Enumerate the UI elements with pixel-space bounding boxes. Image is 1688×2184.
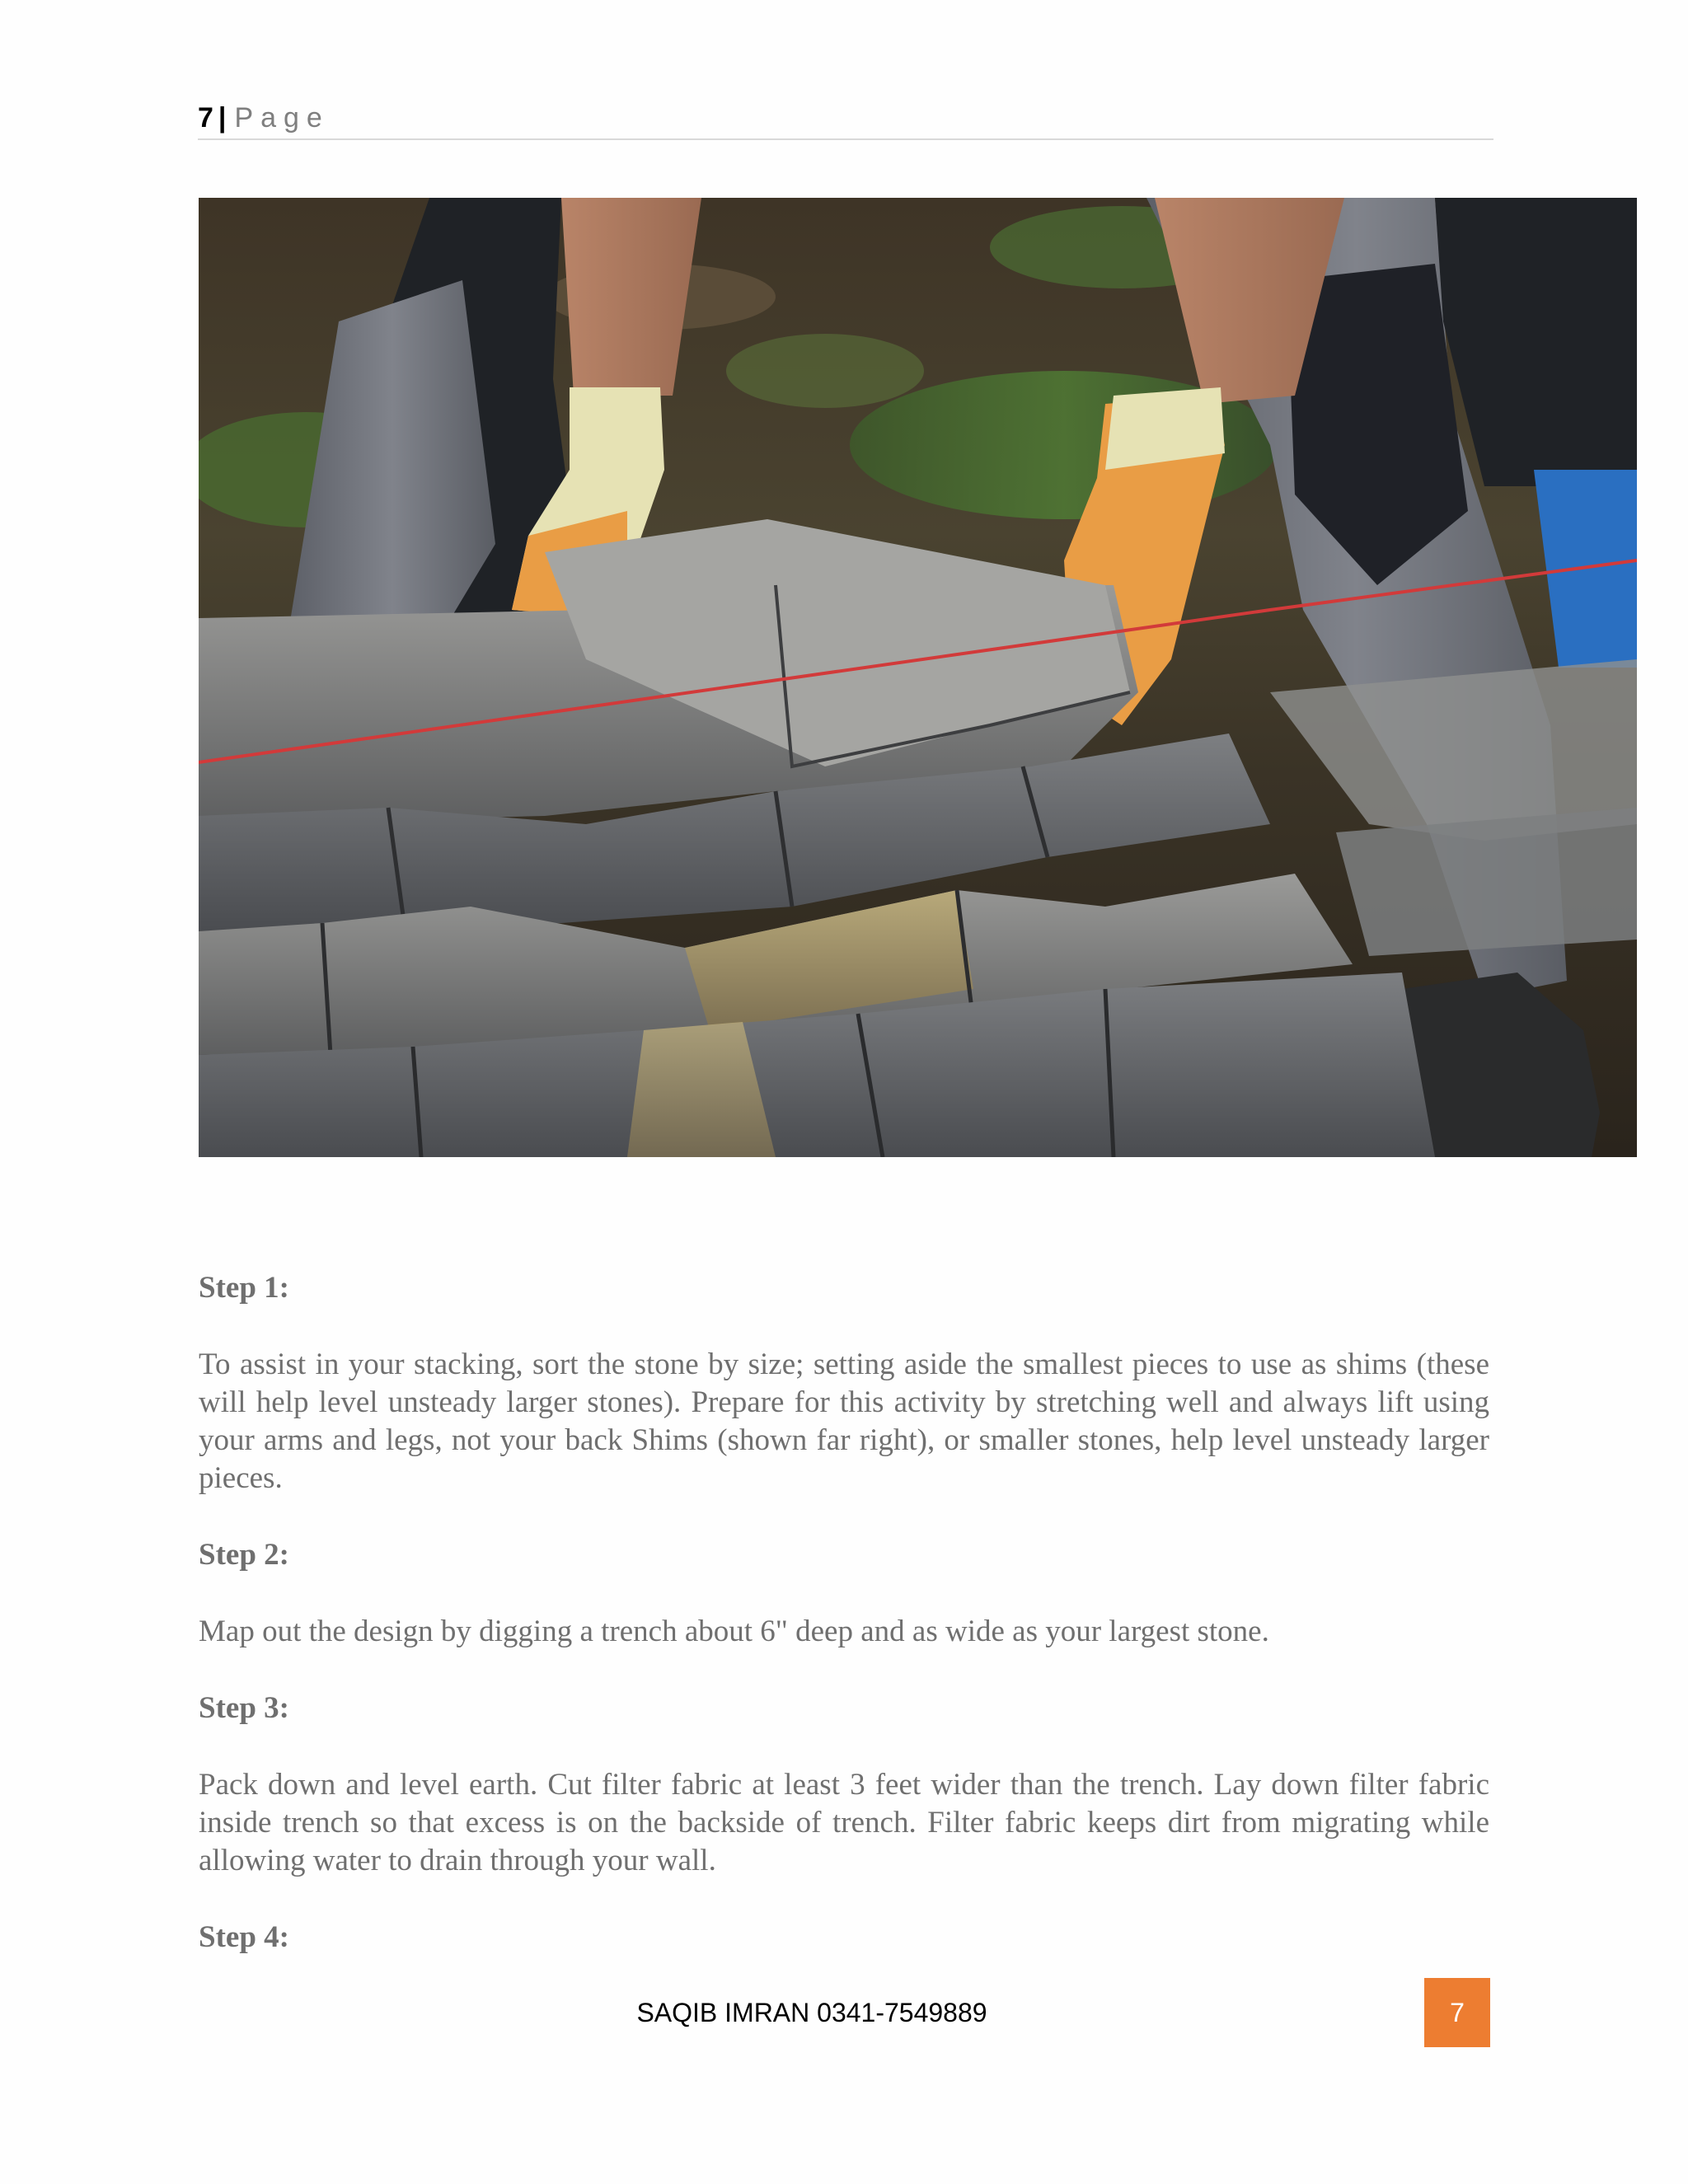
step-3-text: Pack down and level earth. Cut filter fabric at least 3 feet wider than the trench. Lay down filter fabric inside trench so that excess is on the backside of trench. Filter fabric keeps dirt from migrating while allowing water to drain through your wall.: [199, 1768, 1489, 1877]
page-header: [198, 97, 1493, 140]
footer-page-number: 7: [1424, 1978, 1490, 2047]
step-1-text: To assist in your stacking, sort the stone by size; setting aside the smallest pieces to use as shims (these will help level unsteady larger stones). Prepare for this activity by stretching well and always lift using your arms and legs, not your back Shims (shown far right), or smaller stones, help level unsteady larger pieces.: [199, 1347, 1489, 1495]
step-4-title: Step 4:: [199, 1920, 289, 1954]
step-3-title: Step 3:: [199, 1691, 289, 1725]
step-1-title: Step 1:: [199, 1271, 289, 1305]
stone-wall-photo: [199, 198, 1637, 1157]
step-2-title: Step 2:: [199, 1538, 289, 1572]
footer-author: SAQIB IMRAN 0341-7549889: [636, 1998, 987, 2027]
header-page-label: Page: [234, 102, 330, 134]
step-2-text: Map out the design by digging a trench about 6" deep and as wide as your largest stone.: [199, 1615, 1269, 1648]
instructions: [199, 1269, 1489, 1957]
header-page-number: 7: [198, 102, 213, 134]
header-separator: |: [218, 102, 227, 134]
